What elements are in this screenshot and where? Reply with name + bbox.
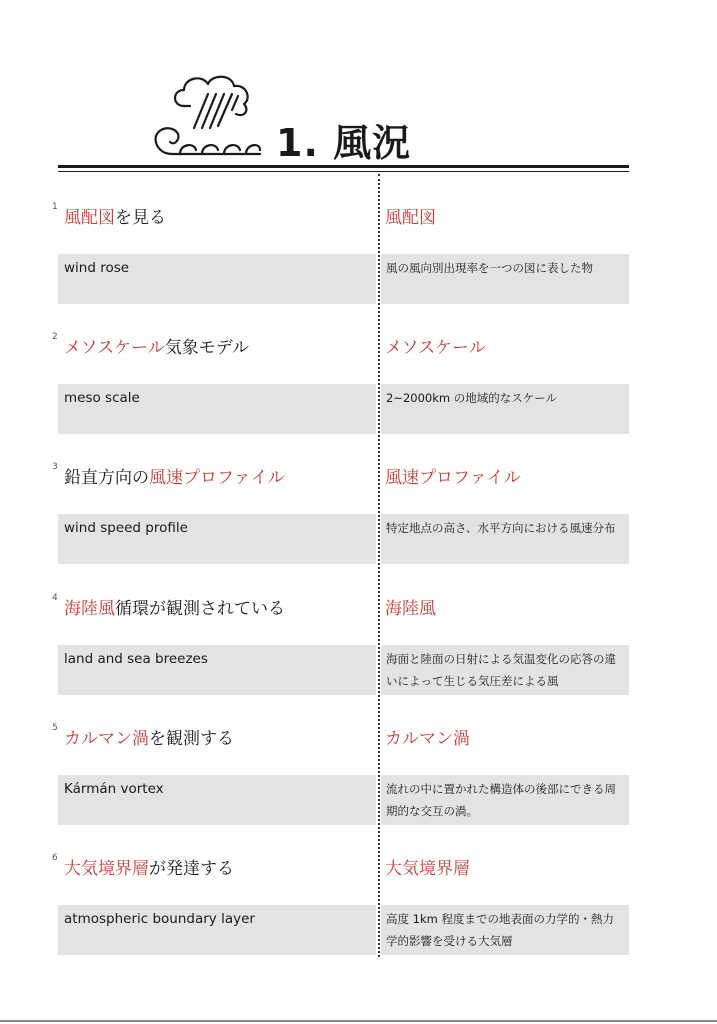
english-term: meso scale: [58, 384, 376, 434]
glossary-entry-2: [0, 332, 717, 462]
glossary-entry-5: [0, 723, 717, 853]
glossary-entry-3: [0, 462, 717, 592]
term-highlight: 風配図: [64, 208, 115, 228]
term-highlight: カルマン渦: [64, 729, 149, 749]
term-title: 風配図: [385, 208, 436, 228]
entry-number: 1: [52, 202, 58, 212]
entry-number: 4: [52, 593, 58, 603]
entry-number: 2: [52, 332, 58, 342]
term-title: 大気境界層: [385, 859, 470, 879]
term-highlight: 海陸風: [64, 599, 115, 619]
term-title: メソスケール: [385, 338, 486, 358]
entry-number: 5: [52, 723, 58, 733]
term-definition: 高度 1km 程度までの地表面の力学的・熱力学的影響を受ける大気層: [381, 905, 629, 955]
term-sentence: 鉛直方向の風速プロファイル: [64, 468, 285, 488]
entry-number: 3: [52, 462, 58, 472]
term-sentence: 海陸風循環が観測されている: [64, 599, 285, 619]
term-title: 海陸風: [385, 599, 436, 619]
english-term: atmospheric boundary layer: [58, 905, 376, 955]
english-term: wind speed profile: [58, 514, 376, 564]
term-definition: 流れの中に置かれた構造体の後部にできる周期的な交互の渦。: [381, 775, 629, 825]
glossary-entry-4: [0, 593, 717, 723]
term-title: カルマン渦: [385, 729, 470, 749]
term-definition: 海面と陸面の日射による気温変化の応答の違いによって生じる気圧差による風: [381, 645, 629, 695]
term-sentence: カルマン渦を観測する: [64, 729, 234, 749]
glossary-entry-1: [0, 202, 717, 332]
english-term: Kármán vortex: [58, 775, 376, 825]
term-definition: 特定地点の高さ、水平方向における風速分布: [381, 514, 629, 564]
term-sentence: 風配図を見る: [64, 208, 166, 228]
glossary-entry-6: [0, 853, 717, 983]
rain-cloud-waves-icon: [150, 70, 270, 166]
term-highlight: 大気境界層: [64, 859, 149, 879]
page-bottom-rule: [0, 1020, 717, 1022]
term-definition: 2~2000km の地域的なスケール: [381, 384, 629, 434]
term-title: 風速プロファイル: [385, 468, 521, 488]
term-highlight: 風速プロファイル: [149, 468, 285, 488]
term-sentence: 大気境界層が発達する: [64, 859, 234, 879]
title-rule-thin: [58, 171, 629, 172]
term-highlight: メソスケール: [64, 338, 165, 358]
term-sentence: メソスケール気象モデル: [64, 338, 249, 358]
english-term: wind rose: [58, 254, 376, 304]
title-rule: [58, 165, 629, 168]
english-term: land and sea breezes: [58, 645, 376, 695]
term-definition: 風の風向別出現率を一つの図に表した物: [381, 254, 629, 304]
page-title: 1. 風況: [276, 121, 412, 165]
entry-number: 6: [52, 853, 58, 863]
